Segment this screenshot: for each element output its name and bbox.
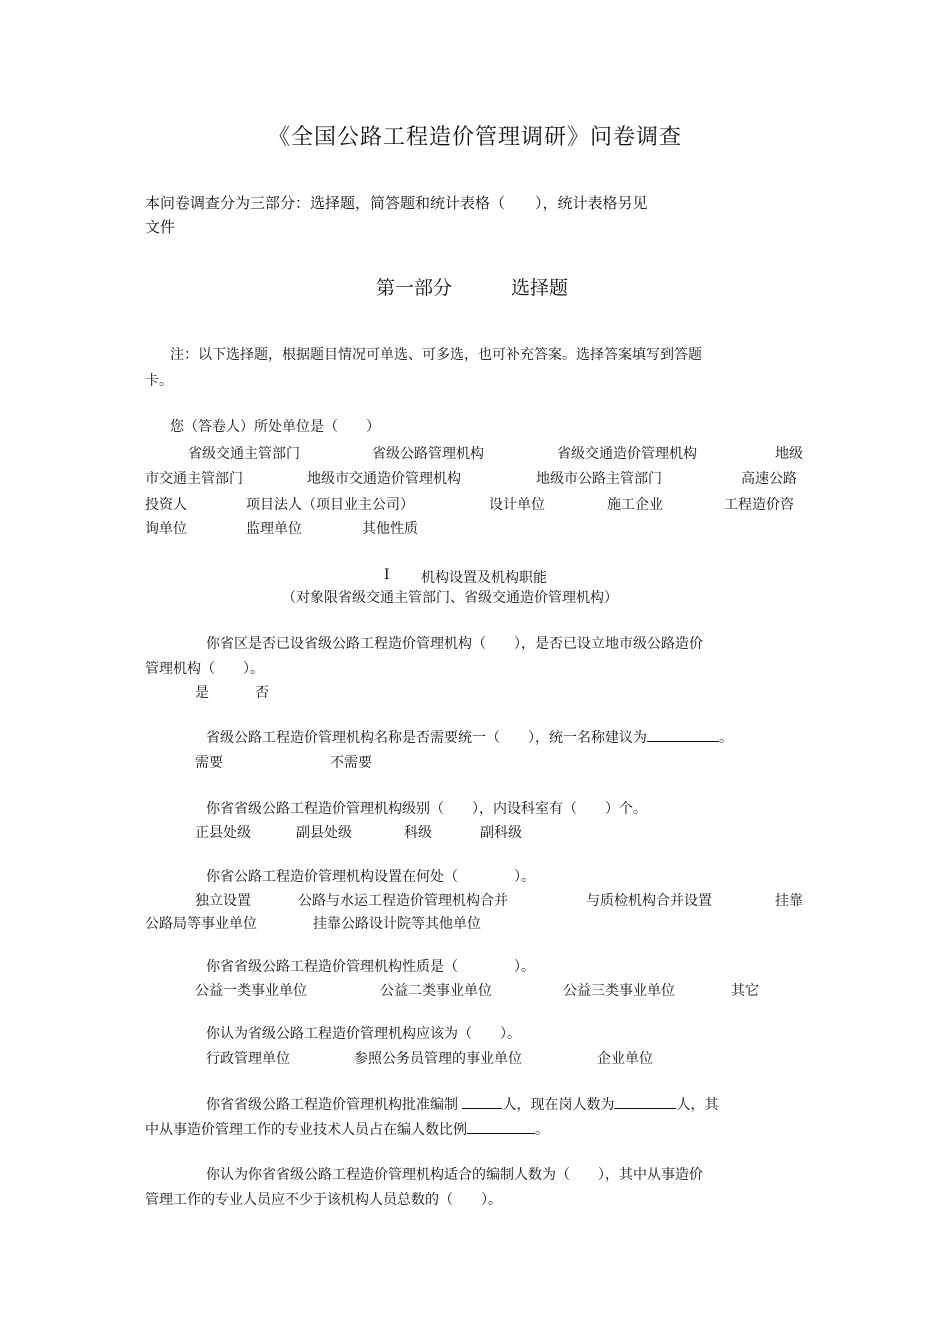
option-item[interactable]: 挂靠	[775, 893, 803, 909]
question-text: 你认为省级公路工程造价管理机构应该为（ ）。	[206, 1026, 521, 1042]
answer-blank[interactable]	[614, 1094, 676, 1109]
option-item[interactable]: 省级公路管理机构	[372, 446, 484, 462]
answer-blank[interactable]	[647, 727, 719, 742]
intro-line-2: 文件	[145, 218, 176, 236]
section-number: I	[384, 567, 390, 583]
question-text: 管理工作的专业人员应不少于该机构人员总数的（ ）。	[145, 1192, 502, 1208]
section-subtitle: （对象限省级交通主管部门、省级交通造价管理机构）	[282, 590, 618, 606]
question-text: 你省省级公路工程造价管理机构级别（ ），内设科室有（ ）个。	[206, 801, 647, 817]
question-text: 你省公路工程造价管理机构设置在何处（ ）。	[206, 869, 535, 885]
option-item[interactable]: 其他性质	[362, 521, 418, 537]
option-item[interactable]: 省级交通造价管理机构	[557, 446, 697, 462]
option-item[interactable]: 否	[255, 685, 269, 701]
option-item[interactable]: 地级市公路主管部门	[536, 471, 662, 487]
option-item[interactable]: 投资人	[145, 497, 187, 513]
question-text: 管理机构（ ）。	[145, 661, 264, 677]
option-item[interactable]: 不需要	[330, 755, 372, 771]
option-item[interactable]: 副科级	[480, 825, 522, 841]
option-item[interactable]: 公益二类事业单位	[380, 983, 492, 999]
option-item[interactable]: 挂靠公路设计院等其他单位	[313, 916, 481, 932]
question-unit: 您（答卷人）所处单位是（ ）	[170, 419, 380, 435]
question-text: 中从事造价管理工作的专业技术人员占在编人数比例 。	[145, 1119, 549, 1139]
option-item[interactable]: 设计单位	[489, 497, 545, 513]
option-item[interactable]: 项目法人（项目业主公司）	[246, 497, 414, 513]
option-item[interactable]: 公益三类事业单位	[563, 983, 675, 999]
option-item[interactable]: 是	[195, 685, 209, 701]
option-item[interactable]: 高速公路	[741, 471, 797, 487]
question-text: 你省省级公路工程造价管理机构批准编制 人，现在岗人数为 人，其	[206, 1094, 718, 1114]
question-text: 省级公路工程造价管理机构名称是否需要统一（ ），统一名称建议为 。	[206, 727, 733, 747]
question-text: 你省区是否已设省级公路工程造价管理机构（ ），是否已设立地市级公路造价	[206, 636, 703, 652]
option-item[interactable]: 行政管理单位	[206, 1051, 290, 1067]
answer-blank[interactable]	[467, 1119, 535, 1134]
option-item[interactable]: 地级	[775, 446, 803, 462]
option-item[interactable]: 公路与水运工程造价管理机构合并	[298, 893, 508, 909]
option-item[interactable]: 工程造价咨	[724, 497, 794, 513]
answer-blank[interactable]	[462, 1094, 502, 1109]
option-item[interactable]: 需要	[195, 755, 223, 771]
option-item[interactable]: 询单位	[145, 521, 187, 537]
option-item[interactable]: 施工企业	[607, 497, 663, 513]
question-text: 你省省级公路工程造价管理机构性质是（ ）。	[206, 959, 535, 975]
note-line-1: 注：以下选择题，根据题目情况可单选、可多选，也可补充答案。选择答案填写到答题	[170, 347, 702, 363]
note-line-2: 卡。	[145, 373, 173, 389]
option-item[interactable]: 与质检机构合并设置	[586, 893, 712, 909]
option-item[interactable]: 企业单位	[597, 1051, 653, 1067]
option-item[interactable]: 正县处级	[195, 825, 251, 841]
option-item[interactable]: 省级交通主管部门	[188, 446, 300, 462]
option-item[interactable]: 其它	[731, 983, 759, 999]
part-heading-title: 选择题	[511, 277, 569, 299]
option-item[interactable]: 监理单位	[246, 521, 302, 537]
option-item[interactable]: 参照公务员管理的事业单位	[354, 1051, 522, 1067]
option-item[interactable]: 副县处级	[296, 825, 352, 841]
document-title: 《全国公路工程造价管理调研》问卷调查	[268, 125, 683, 150]
question-text: 你认为你省省级公路工程造价管理机构适合的编制人数为（ ），其中从事造价	[206, 1167, 703, 1183]
option-item[interactable]: 市交通主管部门	[145, 471, 243, 487]
option-item[interactable]: 独立设置	[195, 893, 251, 909]
option-item[interactable]: 科级	[404, 825, 432, 841]
option-item[interactable]: 公路局等事业单位	[145, 916, 257, 932]
section-title: 机构设置及机构职能	[421, 570, 547, 586]
part-heading-number: 第一部分	[376, 277, 453, 299]
option-item[interactable]: 地级市交通造价管理机构	[307, 471, 461, 487]
option-item[interactable]: 公益一类事业单位	[195, 983, 307, 999]
intro-line-1: 本问卷调查分为三部分：选择题，简答题和统计表格（ ），统计表格另见	[145, 194, 648, 212]
